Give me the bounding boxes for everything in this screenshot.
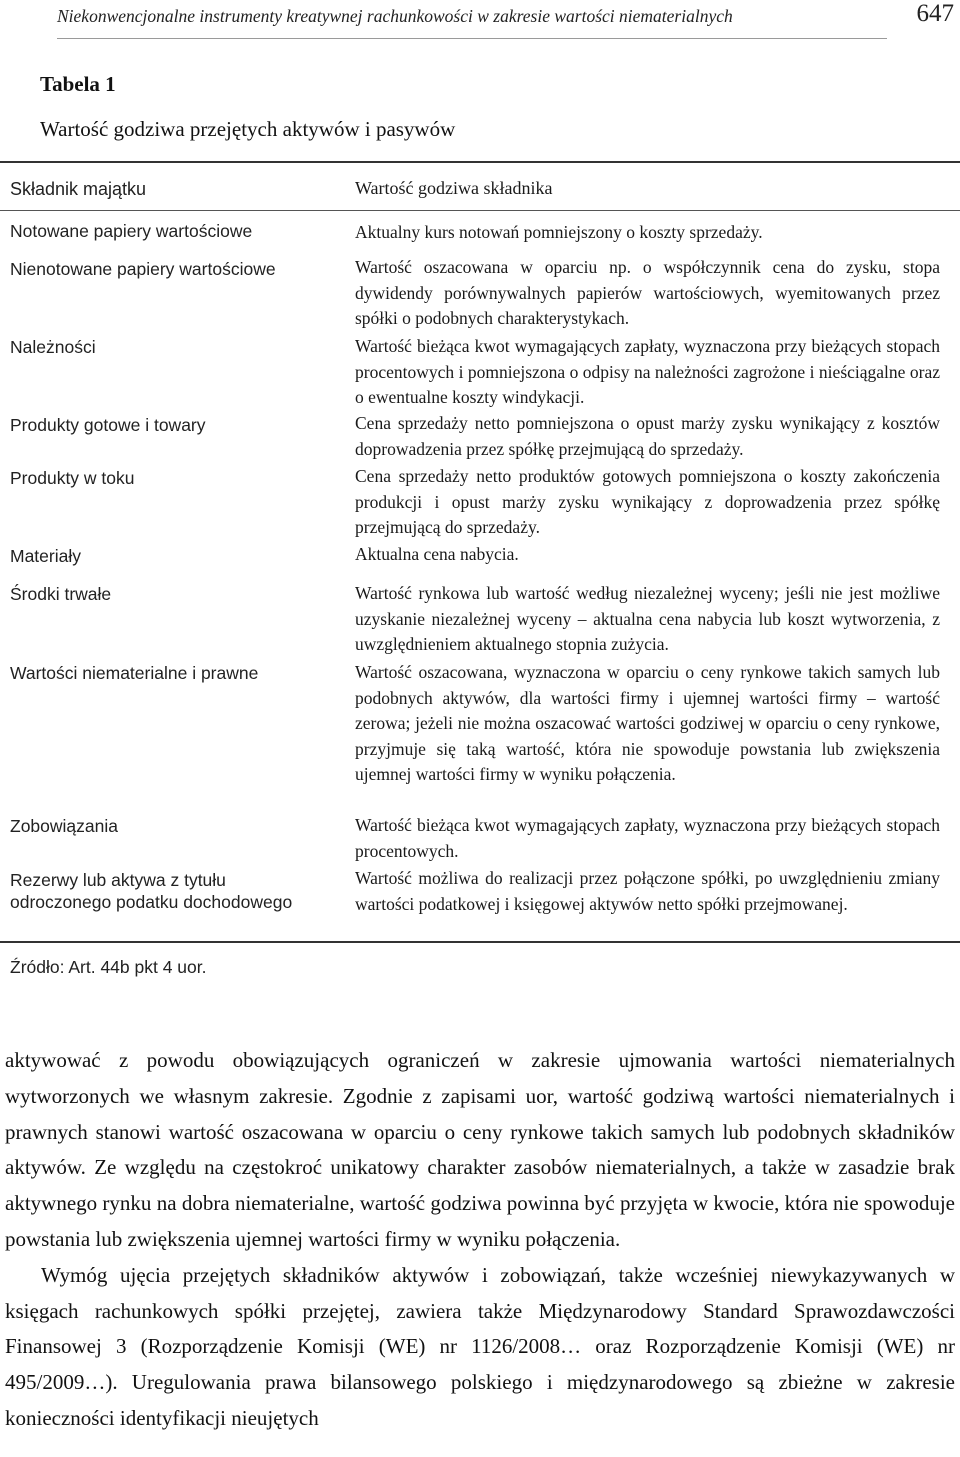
row-fair-value: Aktualny kurs notowań pomniejszony o koszty sprzedaży. (355, 222, 763, 242)
table-title: Tabela 1 (40, 72, 116, 96)
row-fair-value: Cena sprzedaży netto produktów gotowych pomniejszona o koszty zakończenia produkcji i opust marży zysku wynikający z doprowadzenia przez spółkę przejmującą do sprzedaży. (355, 466, 940, 537)
row-fair-value: Wartość możliwa do realizacji przez połączone spółki, po uwzględnieniu zmiany wartości podatkowej i księgowej aktywów netto spółki przejmowanej. (355, 868, 940, 914)
row-component: Produkty w toku (10, 468, 135, 488)
table-header-fair-value: Wartość godziwa składnika (355, 178, 553, 198)
row-fair-value: Cena sprzedaży netto pomniejszona o opust marży zysku wynikający z kosztów doprowadzenia przez spółkę przejmującą do sprzedaży. (355, 413, 940, 459)
body-paragraph: Wymóg ujęcia przejętych składników aktywów i zobowiązań, także wcześniej niewykazywanych w księgach rachunkowych spółki przejętej, zawiera także Międzynarodowy Standard Sprawozdawczości Finansowej 3 (Rozporządzenie Komisji (WE) nr 1126/2008… oraz Rozporządzenie Komisji (WE) nr 495/2009…). Uregulowania prawa bilansowego polskiego i międzynarodowego są zbieżne w zakresie konieczności identyfikacji nieujętych (5, 1262, 955, 1430)
row-component: Rezerwy lub aktywa z tytułu odroczonego podatku dochodowego (10, 870, 293, 912)
header-rule (57, 38, 887, 39)
page-number: 647 (916, 0, 954, 27)
row-component: Materiały (10, 546, 81, 566)
table-top-rule (0, 161, 960, 163)
body-text (5, 1043, 955, 1437)
running-header-title: Niekonwencjonalne instrumenty kreatywnej rachunkowości w zakresie wartości niematerialnych (57, 6, 733, 26)
row-component: Należności (10, 337, 96, 357)
row-component: Nienotowane papiery wartościowe (10, 259, 276, 279)
table-bottom-rule (0, 941, 960, 943)
row-fair-value: Aktualna cena nabycia. (355, 544, 519, 564)
row-component: Środki trwałe (10, 584, 112, 604)
row-component: Notowane papiery wartościowe (10, 221, 253, 241)
table-header-component: Składnik majątku (10, 179, 147, 199)
table-header-rule (0, 210, 960, 211)
row-fair-value: Wartość rynkowa lub wartość według niezależnej wyceny; jeśli nie jest możliwe uzyskanie niezależnej wyceny – aktualna cena nabycia lub koszt wytworzenia, z uwzględnieniem aktualnego stopnia zużycia. (355, 583, 940, 654)
row-fair-value: Wartość bieżąca kwot wymagających zapłaty, wyznaczona przy bieżących stopach procentowych. (355, 815, 940, 861)
table-source-note: Źródło: Art. 44b pkt 4 uor. (10, 957, 207, 977)
row-fair-value: Wartość oszacowana, wyznaczona w oparciu o ceny rynkowe takich samych lub podobnych aktywów, dla wartości firmy i ujemnej wartości firmy – wartość zerowa; jeżeli nie można oszacować wartości godziwej w oparciu o ceny rynkowe, przyjmuje się taką wartość, która nie spowoduje powstania lub zwiększenia ujemnej wartości firmy w wyniku połączenia. (355, 662, 940, 784)
row-fair-value: Wartość bieżąca kwot wymagających zapłaty, wyznaczona przy bieżących stopach procentowych i pomniejszona o odpisy na należności zagrożone i nieściągalne oraz o ewentualne koszty windykacji. (355, 336, 940, 407)
table-subtitle: Wartość godziwa przejętych aktywów i pasywów (40, 117, 456, 141)
row-component: Produkty gotowe i towary (10, 415, 206, 435)
row-component: Zobowiązania (10, 816, 118, 836)
row-fair-value: Wartość oszacowana w oparciu np. o współczynnik cena do zysku, stopa dywidendy porównywalnych papierów wartościowych, wyemitowanych przez spółki o podobnych charakterystykach. (355, 257, 940, 328)
body-paragraph: aktywować z powodu obowiązujących ograniczeń w zakresie ujmowania wartości niematerialnych wytworzonych we własnym zakresie. Zgodnie z zapisami uor, wartość godziwą wartości niematerialnych i prawnych stanowi wartość oszacowana w oparciu o ceny rynkowe takich samych lub podobnych składników aktywów. Ze względu na częstokroć unikatowy charakter zasobów niematerialnych, a także w zasadzie brak aktywnego rynku na dobra niematerialne, wartość godziwa powinna być przyjęta w kwocie, która nie spowoduje powstania lub zwiększenia ujemnej wartości firmy w wyniku połączenia. (5, 1048, 955, 1251)
row-component: Wartości niematerialne i prawne (10, 663, 259, 683)
